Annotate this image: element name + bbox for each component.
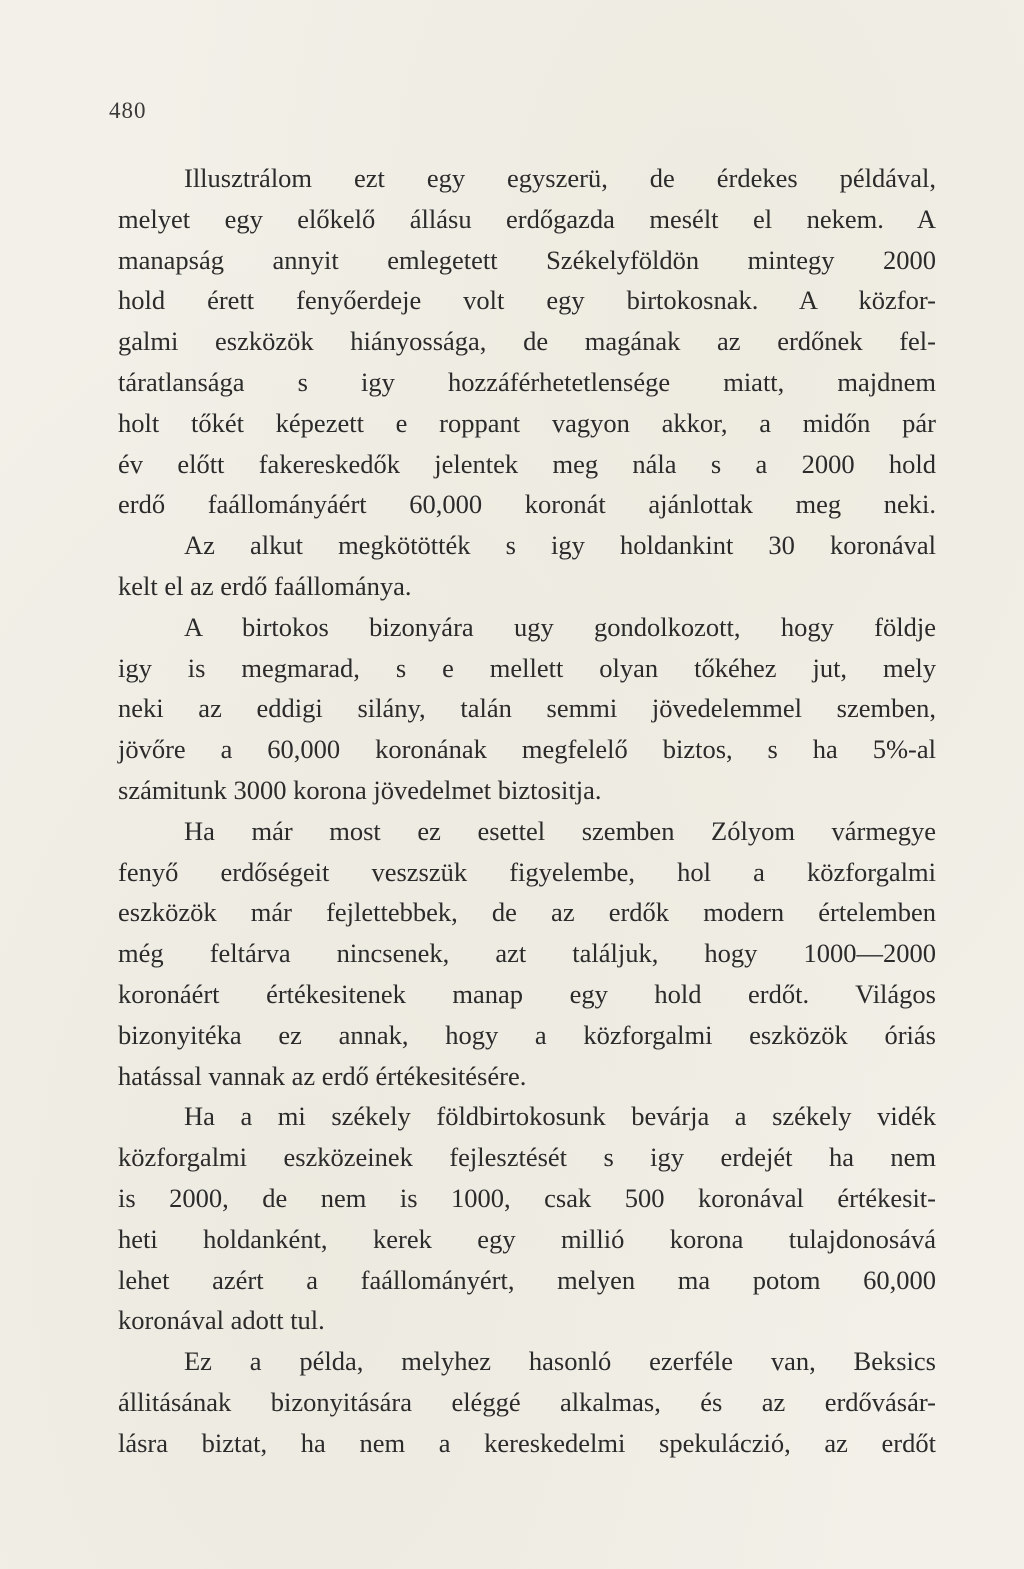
text-line: fenyő erdőségeit veszszük figyelembe, hol a közforgalmi bbox=[118, 856, 936, 887]
text-line: eszközök már fejlettebbek, de az erdők modern értelemben bbox=[118, 897, 936, 928]
text-line: A birtokos bizonyára ugy gondolkozott, hogy földje bbox=[184, 611, 936, 642]
text-line: hold érett fenyőerdeje volt egy birtokosnak. A közfor- bbox=[118, 285, 936, 316]
text-line: koronával adott tul. bbox=[118, 1305, 325, 1336]
text-line: jövőre a 60,000 koronának megfelelő biztos, s ha 5%-al bbox=[118, 734, 936, 765]
text-line: táratlansága s igy hozzáférhetetlensége miatt, majdnem bbox=[118, 366, 936, 397]
text-line: heti holdanként, kerek egy millió korona tulajdonosává bbox=[118, 1223, 936, 1254]
text-line: igy is megmarad, s e mellett olyan tőkéhez jut, mely bbox=[118, 652, 936, 683]
text-line: manapság annyit emlegetett Székelyföldön mintegy 2000 bbox=[118, 244, 936, 275]
text-line: Ha a mi székely földbirtokosunk bevárja a székely vidék bbox=[184, 1101, 936, 1132]
text-line: galmi eszközök hiányossága, de magának az erdőnek fel- bbox=[118, 326, 936, 357]
text-line: erdő faállományáért 60,000 koronát ajánlottak meg neki. bbox=[118, 489, 936, 520]
text-line: állitásának bizonyitására eléggé alkalmas, és az erdővásár- bbox=[118, 1386, 936, 1417]
body-text bbox=[118, 158, 936, 1464]
text-line: koronáért értékesitenek manap egy hold erdőt. Világos bbox=[118, 978, 936, 1009]
text-line: bizonyitéka ez annak, hogy a közforgalmi eszközök óriás bbox=[118, 1019, 936, 1050]
text-line: lehet azért a faállományért, melyen ma potom 60,000 bbox=[118, 1264, 936, 1295]
text-line: holt tőkét képezett e roppant vagyon akkor, a midőn pár bbox=[118, 407, 936, 438]
page-number: 480 bbox=[109, 98, 147, 123]
text-line: még feltárva nincsenek, azt találjuk, hogy 1000—2000 bbox=[118, 938, 936, 969]
text-line: év előtt fakereskedők jelentek meg nála s a 2000 hold bbox=[118, 448, 936, 479]
text-line: lásra biztat, ha nem a kereskedelmi spekuláczió, az erdőt bbox=[118, 1427, 936, 1458]
text-line: Ha már most ez esettel szemben Zólyom vármegye bbox=[184, 815, 936, 846]
text-line: melyet egy előkelő állásu erdőgazda mesélt el nekem. A bbox=[118, 203, 936, 234]
text-line: kelt el az erdő faállománya. bbox=[118, 570, 412, 601]
text-line: is 2000, de nem is 1000, csak 500 koronával értékesit- bbox=[118, 1182, 936, 1213]
text-line: Illusztrálom ezt egy egyszerü, de érdekes példával, bbox=[184, 163, 936, 193]
text-line: Az alkut megkötötték s igy holdankint 30 koronával bbox=[184, 530, 936, 561]
text-line: számitunk 3000 korona jövedelmet biztositja. bbox=[118, 774, 602, 805]
text-line: hatással vannak az erdő értékesitésére. bbox=[118, 1060, 527, 1091]
text-line: neki az eddigi silány, talán semmi jövedelemmel szemben, bbox=[118, 693, 936, 724]
text-line: közforgalmi eszközeinek fejlesztését s igy erdejét ha nem bbox=[118, 1142, 936, 1173]
text-line: Ez a példa, melyhez hasonló ezerféle van, Beksics bbox=[184, 1346, 936, 1377]
